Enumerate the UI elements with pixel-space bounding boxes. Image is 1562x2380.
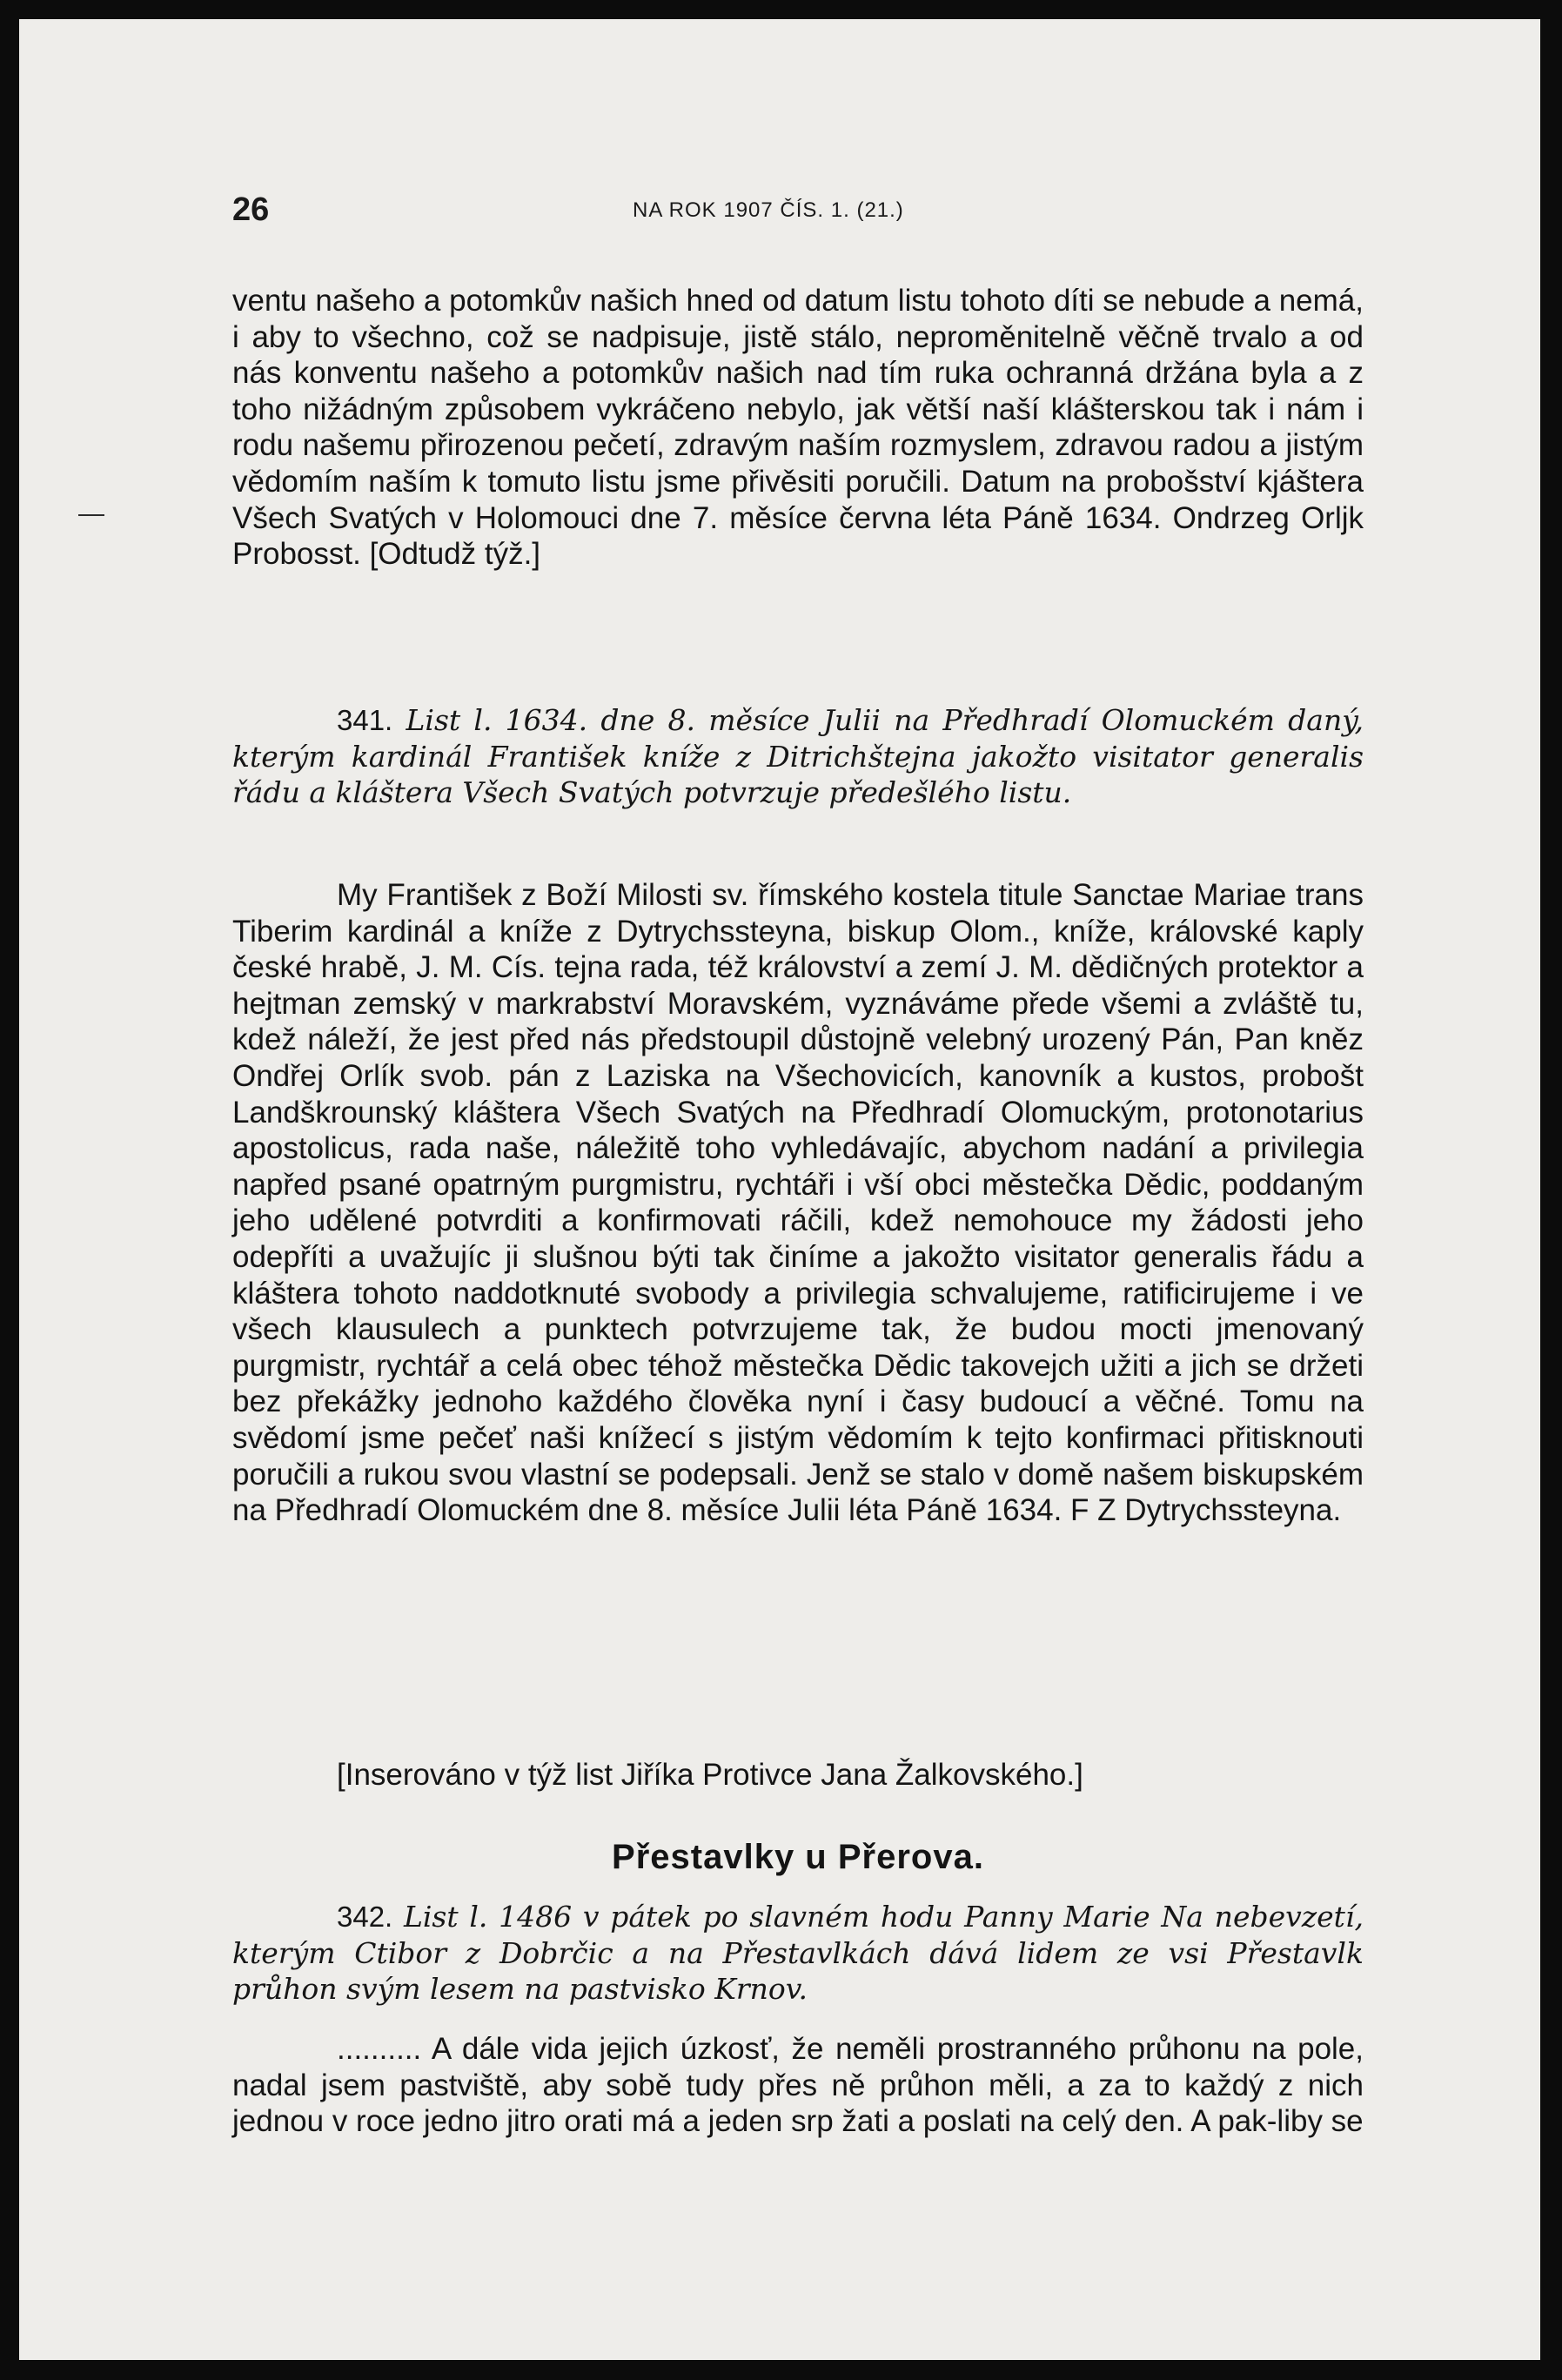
margin-mark: [78, 514, 104, 516]
entry-342-heading: [232, 1899, 1364, 2008]
section-title: Přestavlky u Přerova.: [612, 1838, 984, 1876]
entry-341-body: [232, 877, 1364, 1529]
entry-341-body-text: My František z Boží Milosti sv. římského kostela titule Sanctae Mariae trans Tiberim kardinál a kníže z Dytrychssteyna, biskup Olom., kníže, královské kaply české hrabě, J. M. Cís. tejna rada, též království a zemí J. M. dědičných protektor a hejtman zemský v markrabství Moravském, vyznáváme přede všemi a zvláště tu, kdež náleží, že jest před nás předstoupil důstojně velebný urozený Pán, Pan kněz Ondřej Orlík svob. pán z Laziska na Všechovicích, kanovník a kustos, probošt Landškrounský kláštera Všech Svatých na Předhradí Olomuckým, protonotarius apostolicus, rada naše, náležitě toho vyhledávajíc, abychom nadání a privilegia napřed psané opatrným purgmistru, rychtáři i vší obci městečka Dědic, poddaným jeho udělené potvrditi a konfirmovati ráčili, kdež nemohouce my žádosti jeho odepříti a uvažujíc ji slušnou býti tak činíme a jakožto visitator generalis řádu a kláštera tohoto naddotknuté svobody a privilegia schvalujeme, ratificirujeme i ve všech klausulech a punktech potvrzujeme tak, že budou mocti jmenovaný purgmistr, rychtář a celá obec téhož městečka Dědic takovejch užiti a jich se držeti bez překážky jednoho každého člověka nyní i časy budoucí a věčné. Tomu na svědomí jsme pečeť naši knížecí s jistým vědomím k tejto konfirmaci přitisknouti poručili a rukou svou vlastní se podepsali. Jenž se stalo v domě našem biskupském na Předhradí Olomuckém dne 8. měsíce Julii léta Páně 1634. F Z Dytrychssteyna.: [232, 878, 1364, 1528]
entry-341-note: [232, 1757, 1364, 1793]
entry-342-body: [232, 2031, 1364, 2140]
running-title: NA ROK 1907 ČÍS. 1. (21.): [633, 198, 904, 222]
entry-341-number: 341.: [337, 704, 393, 736]
continuation-text: ventu našeho a potomkův našich hned od datum listu tohoto díti se nebude a nemá, i aby to všechno, což se nadpisuje, jistě stálo, neproměnitelně věčně trvalo a od nás konventu našeho a potomkův našich nad tím ruka ochranná držána byla a z toho nižádným způsobem vykráčeno nebylo, jak větší naší klášterskou tak i nám i rodu našemu přirozenou pečetí, zdravým naším rozmyslem, zdravou radou a jistým vědomím naším k tomuto listu jsme přivěsiti poručili. Datum na probošství kjáštera Všech Svatých v Holomouci dne 7. měsíce června léta Páně 1634. Ondrzeg Orljk Probosst. [Odtudž týž.]: [232, 284, 1364, 572]
entry-341-note-text: [Inserováno v týž list Jiříka Protivce Jana Žalkovského.]: [337, 1758, 1083, 1792]
entry-342-number: 342.: [337, 1901, 393, 1933]
page-number: 26: [232, 191, 270, 228]
entry-341-heading-text: List l. 1634. dne 8. měsíce Julii na Předhradí Olomuckém daný, kterým kardinál František kníže z Ditrichštejna jakožto visitator generalis řádu a kláštera Všech Svatých potvrzuje předešlého listu.: [232, 703, 1364, 809]
entry-342-leader: ..........: [337, 2032, 422, 2066]
continuation-paragraph: [232, 283, 1364, 573]
page-header: [232, 191, 1364, 244]
entry-342-heading-text: List l. 1486 v pátek po slavném hodu Panny Marie Na nebevzetí, kterým Ctibor z Dobrčic a na Přestavlkách dává lidem ze vsi Přestavlk průhon svým lesem na pastvisko Krnov.: [232, 1900, 1364, 2006]
document-page: [19, 19, 1540, 2360]
entry-341-heading: [232, 702, 1364, 811]
entry-342-body-text: A dále vida jejich úzkosť, že neměli prostranného průhonu na pole, nadal jsem pastviště, aby sobě tudy přes ně průhon měli, a za to každý z nich jednou v roce jedno jitro orati má a jeden srp žati a poslati na celý den. A pak-liby se: [232, 2032, 1364, 2139]
